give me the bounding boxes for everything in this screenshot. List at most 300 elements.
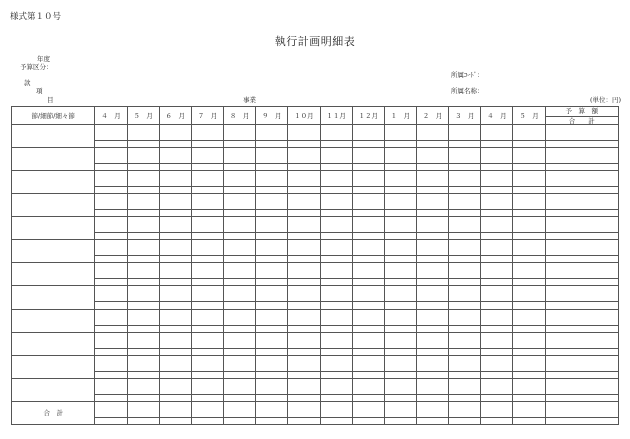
month-cell [288,187,320,194]
unit-label: (単位：円) [590,96,622,104]
month-cell [449,125,481,141]
month-cell [481,302,513,309]
month-cell [95,279,127,286]
month-cell [320,279,352,286]
budget-cell [545,394,618,401]
month-cell [191,171,223,187]
month-cell [256,125,288,141]
month-cell [127,210,159,217]
col-header-month: １１月 [320,107,352,125]
month-cell [384,194,416,210]
month-cell [95,348,127,355]
month-cell [127,371,159,378]
month-cell [288,217,320,233]
month-cell [416,233,448,240]
section-cell [12,263,95,286]
month-cell [320,194,352,210]
month-cell [449,332,481,348]
table-row [12,348,619,355]
month-cell [191,401,223,417]
month-cell [127,302,159,309]
month-cell [513,401,545,417]
month-cell [320,355,352,371]
month-cell [95,417,127,424]
month-cell [384,187,416,194]
month-cell [320,371,352,378]
month-cell [95,332,127,348]
month-cell [416,164,448,171]
month-cell [352,394,384,401]
month-cell [159,256,191,263]
month-cell [288,210,320,217]
month-cell [159,417,191,424]
col-header-month: １ 月 [384,107,416,125]
month-cell [191,286,223,302]
table-header-row [12,107,619,125]
month-cell [449,279,481,286]
month-cell [352,187,384,194]
month-cell [95,263,127,279]
month-cell [416,210,448,217]
month-cell [384,210,416,217]
month-cell [256,325,288,332]
month-cell [449,210,481,217]
month-cell [481,148,513,164]
month-cell [159,371,191,378]
month-cell [95,164,127,171]
month-cell [352,371,384,378]
month-cell [224,371,256,378]
month-cell [256,171,288,187]
month-cell [95,371,127,378]
month-cell [352,194,384,210]
month-cell [320,302,352,309]
month-cell [481,394,513,401]
month-cell [256,371,288,378]
month-cell [481,332,513,348]
col-header-month: ３ 月 [449,107,481,125]
col-header-month: ４ 月 [95,107,127,125]
month-cell [288,240,320,256]
month-cell [416,348,448,355]
month-cell [416,194,448,210]
month-cell [320,256,352,263]
month-cell [95,187,127,194]
month-cell [127,240,159,256]
month-cell [127,394,159,401]
month-cell [513,286,545,302]
month-cell [224,148,256,164]
month-cell [384,141,416,148]
month-cell [449,141,481,148]
month-cell [384,263,416,279]
table-row [12,217,619,233]
month-cell [481,355,513,371]
month-cell [224,263,256,279]
table-row [12,164,619,171]
month-cell [191,378,223,394]
month-cell [224,233,256,240]
total-row [12,401,619,417]
table-row [12,332,619,348]
kan-label: 款 [24,79,31,87]
month-cell [449,325,481,332]
month-cell [256,233,288,240]
month-cell [127,194,159,210]
month-cell [191,332,223,348]
month-cell [95,394,127,401]
month-cell [288,371,320,378]
month-cell [352,171,384,187]
month-cell [481,309,513,325]
month-cell [513,125,545,141]
month-cell [384,233,416,240]
total-row-label: 合 計 [12,401,95,424]
month-cell [320,417,352,424]
fiscal-year-label: 年度 [37,55,50,63]
month-cell [449,240,481,256]
month-cell [384,125,416,141]
month-cell [95,233,127,240]
month-cell [95,286,127,302]
budget-cell [545,240,618,256]
month-cell [224,309,256,325]
month-cell [416,240,448,256]
month-cell [481,194,513,210]
month-cell [159,125,191,141]
budget-cell [545,187,618,194]
month-cell [481,256,513,263]
month-cell [384,217,416,233]
kou-label: 項 [36,87,43,95]
month-cell [127,401,159,417]
month-cell [224,194,256,210]
month-cell [288,171,320,187]
month-cell [384,332,416,348]
month-cell [256,417,288,424]
month-cell [191,355,223,371]
month-cell [95,125,127,141]
month-cell [224,164,256,171]
month-cell [320,141,352,148]
month-cell [352,125,384,141]
month-cell [513,279,545,286]
moku-label: 目 [47,96,54,104]
col-header-section: 節/細節/細々節 [12,107,95,125]
month-cell [513,194,545,210]
month-cell [513,240,545,256]
month-cell [481,263,513,279]
month-cell [159,194,191,210]
month-cell [320,325,352,332]
month-cell [320,171,352,187]
month-cell [288,378,320,394]
month-cell [352,256,384,263]
table-row [12,279,619,286]
month-cell [127,233,159,240]
month-cell [159,378,191,394]
table-row [12,210,619,217]
month-cell [320,348,352,355]
month-cell [224,325,256,332]
month-cell [256,148,288,164]
budget-cell [545,348,618,355]
month-cell [288,233,320,240]
month-cell [127,125,159,141]
month-cell [256,164,288,171]
month-cell [224,256,256,263]
month-cell [320,164,352,171]
month-cell [288,348,320,355]
month-cell [256,210,288,217]
month-cell [256,309,288,325]
month-cell [384,171,416,187]
budget-cell [545,286,618,302]
col-header-month: ４ 月 [481,107,513,125]
month-cell [224,141,256,148]
month-cell [352,210,384,217]
month-cell [95,148,127,164]
month-cell [513,233,545,240]
month-cell [191,325,223,332]
month-cell [159,279,191,286]
month-cell [513,394,545,401]
month-cell [191,263,223,279]
total-column-label: 合 計 [568,116,595,125]
month-cell [95,302,127,309]
month-cell [384,394,416,401]
month-cell [256,256,288,263]
month-cell [159,187,191,194]
month-cell [224,394,256,401]
month-cell [127,141,159,148]
month-cell [256,240,288,256]
month-cell [191,194,223,210]
month-cell [224,401,256,417]
month-cell [416,417,448,424]
month-cell [159,148,191,164]
month-cell [416,171,448,187]
budget-cell [545,256,618,263]
month-cell [191,309,223,325]
month-cell [127,355,159,371]
month-cell [416,302,448,309]
month-cell [416,371,448,378]
month-cell [288,141,320,148]
month-cell [191,210,223,217]
month-cell [481,286,513,302]
month-cell [481,348,513,355]
month-cell [481,233,513,240]
month-cell [352,348,384,355]
month-cell [416,332,448,348]
month-cell [513,256,545,263]
month-cell [416,325,448,332]
month-cell [95,194,127,210]
month-cell [159,401,191,417]
section-cell [12,355,95,378]
section-cell [12,378,95,401]
col-header-month: ９ 月 [256,107,288,125]
month-cell [288,401,320,417]
budget-cell [545,371,618,378]
month-cell [159,164,191,171]
month-cell [127,309,159,325]
month-cell [224,210,256,217]
budget-amount-label: 予 算 額 [546,107,618,117]
month-cell [384,309,416,325]
month-cell [224,348,256,355]
section-cell [12,148,95,171]
month-cell [127,325,159,332]
month-cell [320,187,352,194]
month-cell [449,187,481,194]
month-cell [320,394,352,401]
table-row [12,194,619,210]
month-cell [513,371,545,378]
month-cell [256,217,288,233]
month-cell [191,371,223,378]
month-cell [320,148,352,164]
month-cell [416,217,448,233]
month-cell [513,263,545,279]
month-cell [416,256,448,263]
month-cell [191,279,223,286]
month-cell [449,302,481,309]
table-row [12,394,619,401]
month-cell [320,309,352,325]
month-cell [384,401,416,417]
month-cell [159,141,191,148]
month-cell [384,148,416,164]
col-header-month: ７ 月 [191,107,223,125]
month-cell [224,378,256,394]
month-cell [513,332,545,348]
table-row [12,233,619,240]
month-cell [288,256,320,263]
month-cell [513,302,545,309]
form-number: 様式第１０号 [10,12,62,22]
month-cell [256,401,288,417]
budget-cell [545,401,618,417]
month-cell [320,378,352,394]
month-cell [288,302,320,309]
col-header-month: ５ 月 [513,107,545,125]
month-cell [127,378,159,394]
month-cell [320,233,352,240]
month-cell [159,394,191,401]
month-cell [256,378,288,394]
section-cell [12,240,95,263]
month-cell [513,348,545,355]
month-cell [449,371,481,378]
month-cell [191,233,223,240]
budget-cell [545,378,618,394]
month-cell [449,256,481,263]
month-cell [224,240,256,256]
month-cell [352,148,384,164]
month-cell [513,171,545,187]
month-cell [127,171,159,187]
month-cell [352,302,384,309]
budget-cell [545,164,618,171]
month-cell [416,187,448,194]
month-cell [159,355,191,371]
month-cell [127,332,159,348]
month-cell [224,125,256,141]
col-header-month: ５ 月 [127,107,159,125]
total-row [12,417,619,424]
section-cell [12,125,95,148]
month-cell [481,417,513,424]
col-header-budget-total [545,107,618,125]
month-cell [449,355,481,371]
section-cell [12,194,95,217]
month-cell [224,286,256,302]
table-row [12,263,619,279]
month-cell [95,325,127,332]
month-cell [449,148,481,164]
month-cell [191,240,223,256]
month-cell [416,141,448,148]
month-cell [256,355,288,371]
month-cell [384,417,416,424]
budget-cell [545,417,618,424]
month-cell [384,286,416,302]
month-cell [481,378,513,394]
month-cell [127,348,159,355]
month-cell [352,141,384,148]
month-cell [224,171,256,187]
col-header-month: ２ 月 [416,107,448,125]
month-cell [95,141,127,148]
month-cell [513,187,545,194]
month-cell [159,263,191,279]
month-cell [416,286,448,302]
month-cell [256,187,288,194]
month-cell [449,417,481,424]
month-cell [416,378,448,394]
month-cell [95,401,127,417]
budget-cell [545,148,618,164]
month-cell [449,394,481,401]
month-cell [416,355,448,371]
month-cell [416,309,448,325]
month-cell [320,263,352,279]
table-row [12,325,619,332]
month-cell [159,302,191,309]
month-cell [191,256,223,263]
month-cell [288,194,320,210]
month-cell [191,302,223,309]
month-cell [95,378,127,394]
budget-cell [545,194,618,210]
section-cell [12,332,95,355]
month-cell [127,164,159,171]
section-cell [12,309,95,332]
month-cell [384,302,416,309]
budget-cell [545,263,618,279]
month-cell [352,164,384,171]
month-cell [127,286,159,302]
month-cell [224,417,256,424]
month-cell [256,141,288,148]
month-cell [384,256,416,263]
month-cell [288,309,320,325]
table-row [12,256,619,263]
month-cell [449,401,481,417]
month-cell [449,164,481,171]
